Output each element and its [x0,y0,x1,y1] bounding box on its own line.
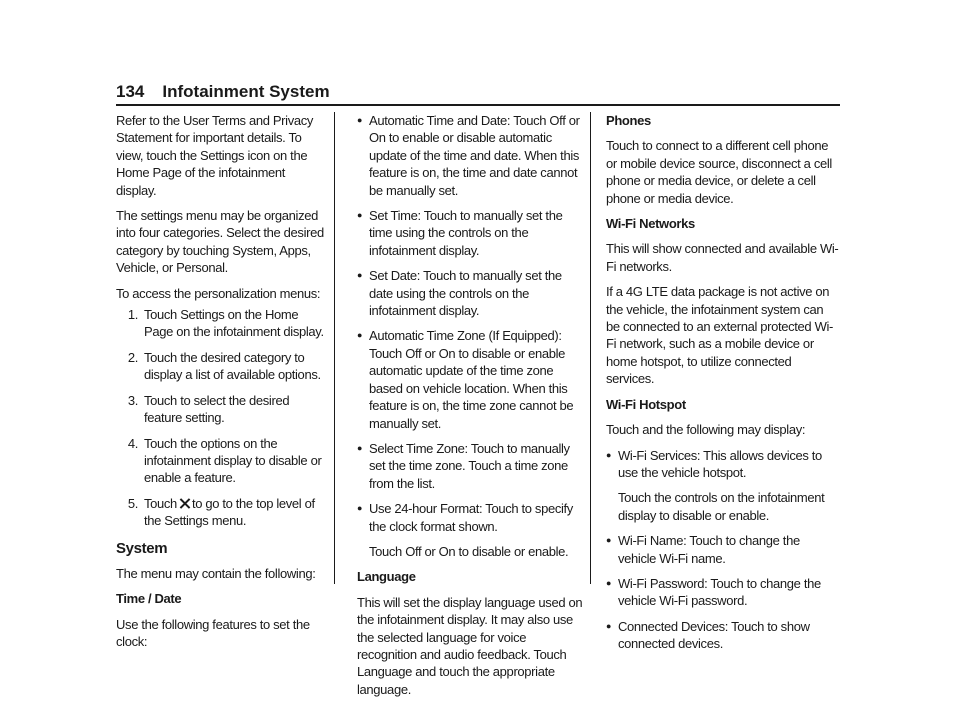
bullet-dot: ● [357,330,363,341]
bullet-dot: ● [357,270,363,281]
step-item [116,495,328,530]
personalization-intro: To access the personalization menus: [116,285,321,301]
column-divider-1 [334,112,335,584]
bullet-dot: ● [606,449,612,460]
header-rule [116,104,840,106]
step-number: 1. [127,307,138,323]
step-number: 4. [127,435,138,451]
bullet-item [357,440,583,492]
bullet-dot: ● [606,620,612,631]
bullet-text: Connected Devices: Touch to show connected devices. [618,618,810,652]
time-date-bullets [357,112,583,535]
hotspot-bullets-continued [606,532,840,652]
phones-paragraph: Touch to connect to a different cell phone or mobile device source, disconnect a cell phone or media device, or delete a cell phone or media device. [606,138,832,206]
bullet-dot: ● [357,115,363,125]
step-text: Touch the options on the infotainment display to disable or enable a feature. [144,435,322,486]
bullet-text: Wi-Fi Name: Touch to change the vehicle Wi-Fi name. [618,533,800,566]
bullet-text: Set Time: Touch to manually set the time using the controls on the infotainment display. [369,208,563,258]
bullet-item [606,575,840,610]
bullet-item [606,447,840,482]
step-text-before: Touch [144,495,177,511]
services-note: Touch the controls on the infotainment display to disable or enable. [618,490,825,523]
bullet-dot: ● [606,535,612,546]
hotspot-bullets [606,447,840,482]
steps-list [116,306,328,529]
bullet-text: Set Date: Touch to manually set the date using the controls on the infotainment display. [369,268,562,319]
subheading-language: Language [357,569,416,585]
subheading-phones: Phones [606,113,651,128]
step-number: 5. [127,495,138,511]
format-note: Touch Off or On to disable or enable. [369,543,569,559]
page-title: Infotainment System [162,82,330,101]
step-text: Touch the desired category to display a list of available options. [144,349,321,383]
step-text [144,495,328,530]
bullet-item [357,327,583,431]
menu-paragraph: The menu may contain the following: [116,565,316,581]
page-number: 134 [116,82,145,101]
step-item [116,306,328,341]
intro-paragraph: Refer to the User Terms and Privacy Statement for important details. To view, touch the Settings icon on the Home Page of the infotainment display. [116,113,314,198]
step-number: 2. [127,349,138,365]
bullet-item [357,112,583,199]
wifi-lte-paragraph: If a 4G LTE data package is not active on the vehicle, the infotainment system can be connected to an external protected Wi-Fi network, such as a mobile device or home hotspot, to utilize connected services. [606,284,834,387]
bullet-item [357,500,583,535]
subheading-wifi-hotspot: Wi-Fi Hotspot [606,396,686,412]
bullet-dot: ● [357,503,363,514]
step-item [116,349,328,384]
bullet-dot: ● [357,442,363,453]
subheading-time-date: Time / Date [116,591,182,607]
subheading-wifi-networks: Wi-Fi Networks [606,216,695,232]
step-number: 3. [127,392,138,408]
language-paragraph: This will set the display language used on the infotainment display. It may also use the selected language for voice recognition and audio feedback. Touch Language and touch the appropriate language. [357,594,583,697]
step-text: Touch Settings on the Home Page on the infotainment display. [144,307,324,340]
page-header [116,82,840,106]
bullet-text: Wi-Fi Services: This allows devices to use the vehicle hotspot. [618,447,822,480]
step-item [116,435,328,487]
bullet-text: Automatic Time and Date: Touch Off or On to enable or disable automatic update of the time and date. When this feature is on, the time and date cannot be manually set. [369,113,580,198]
close-x-icon [179,498,190,509]
step-text: Touch to select the desired feature setting. [144,392,290,426]
bullet-dot: ● [606,577,612,588]
bullet-text: Select Time Zone: Touch to manually set the time zone. Touch a time zone from the list. [369,440,570,491]
bullet-text: Automatic Time Zone (If Equipped): Touch Off or On to disable or enable automatic update of the time zone based on vehicle location. When this feature is on, the time zone cannot be manually set. [369,328,574,431]
section-heading-system: System [116,539,168,557]
column-divider-2 [590,112,591,584]
bullet-item [606,618,840,653]
bullet-text: Use 24-hour Format: Touch to specify the clock format shown. [369,501,573,534]
clock-paragraph: Use the following features to set the clock: [116,616,310,650]
step-text-after: to go to the top level of the Settings menu. [144,495,315,529]
wifi-networks-paragraph: This will show connected and available Wi-Fi networks. [606,241,839,274]
categories-paragraph: The settings menu may be organized into four categories. Select the desired category by touching System, Apps, Vehicle, or Personal. [116,208,324,276]
column-middle [357,112,583,706]
bullet-item [606,532,840,567]
bullet-text: Wi-Fi Password: Touch to change the vehicle Wi-Fi password. [618,575,821,609]
column-left [116,112,328,659]
step-item [116,392,328,427]
bullet-item [357,207,583,259]
hotspot-intro: Touch and the following may display: [606,422,806,438]
bullet-item [357,267,583,319]
column-right [606,112,840,661]
bullet-dot: ● [357,210,363,221]
